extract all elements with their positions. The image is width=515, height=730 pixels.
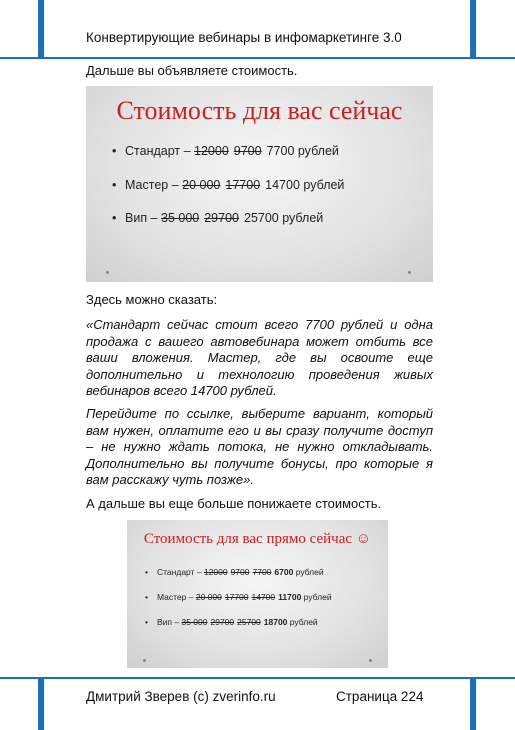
price-item-standard	[145, 567, 332, 592]
plan-name: Мастер –	[125, 177, 183, 192]
slide-title: Стоимость для вас сейчас	[116, 96, 403, 125]
plan-name: Вип –	[157, 617, 182, 627]
price-item-master	[145, 592, 332, 617]
bullet-icon: •	[145, 567, 148, 577]
bullet-icon: •	[112, 144, 117, 158]
old-price: 12000	[194, 144, 229, 158]
bullet-icon: •	[112, 177, 117, 192]
frame-bar-bottom-left	[38, 677, 44, 730]
intro-text: Дальше вы объявляете стоимость.	[86, 63, 298, 78]
old-price: 29700	[204, 211, 239, 225]
slide-dot	[143, 659, 146, 662]
current-price: 14700 рублей	[265, 177, 345, 192]
footer-author: Дмитрий Зверев (с) zverinfo.ru	[86, 689, 276, 704]
price-list	[112, 144, 344, 245]
plan-name: Мастер –	[157, 592, 196, 602]
footer-page-number: Страница 224	[336, 689, 424, 704]
slide-dot	[106, 271, 109, 274]
price-list	[145, 567, 332, 642]
old-price: 9700	[233, 144, 262, 158]
slide-price-now	[86, 86, 433, 282]
old-price: 20 000	[182, 177, 221, 192]
bullet-icon: •	[145, 592, 148, 602]
frame-line-top	[0, 57, 515, 59]
current-price: 7700 рублей	[266, 144, 339, 158]
plan-name: Стандарт –	[157, 567, 204, 577]
current-price: 18700	[263, 617, 288, 627]
current-price: 11700	[278, 592, 302, 602]
outro-text: А дальше вы еще больше понижаете стоимость.	[86, 496, 382, 511]
slide-dot	[369, 659, 372, 662]
old-price: 17700	[225, 177, 261, 192]
old-price: 20 000	[195, 592, 222, 602]
slide-title: Стоимость для вас прямо сейчас ☺	[143, 531, 372, 547]
frame-bar-top-left	[38, 0, 44, 59]
header-title: Конвертирующие вебинары в инфомаркетинге 3.0	[86, 30, 402, 45]
bullet-icon: •	[112, 211, 117, 225]
old-price: 25700	[237, 617, 261, 627]
quote-paragraph-2: Перейдите по ссылке, выберите вариант, который вам нужен, оплатите его и вы сразу получите доступ – не нужно ждать потока, не нужно откладывать. Дополнительно вы получите бонусы, про которые я вам расскажу чуть позже».	[86, 406, 433, 487]
bullet-icon: •	[145, 617, 148, 627]
price-item-master	[112, 178, 344, 212]
frame-bar-top-right	[470, 0, 476, 59]
old-price: 14700	[251, 592, 276, 602]
price-item-vip	[145, 617, 332, 642]
quote-paragraph-1: «Стандарт сейчас стоит всего 7700 рублей и одна продажа с вашего автовебинара может отбить все ваши вложения. Мастер, где вы освоите еще дополнительно и технологию проведения живых вебинаров всего 14700 рублей.	[86, 317, 433, 398]
old-price: 17700	[224, 592, 249, 602]
old-price: 35 000	[161, 211, 200, 225]
price-item-vip	[112, 211, 344, 245]
old-price: 12000	[203, 567, 228, 577]
currency-label: рублей	[287, 617, 318, 627]
plan-name: Вип –	[125, 211, 161, 225]
currency-label: рублей	[301, 592, 332, 602]
slide-price-right-now	[127, 520, 388, 668]
old-price: 7700	[252, 567, 272, 577]
slide-dot	[408, 271, 411, 274]
plan-name: Стандарт –	[125, 144, 195, 158]
frame-bar-bottom-right	[470, 677, 476, 730]
old-price: 29700	[210, 617, 235, 627]
price-item-standard	[112, 144, 344, 178]
current-price: 6700	[274, 567, 294, 577]
old-price: 35 000	[181, 617, 208, 627]
current-price: 25700 рублей	[244, 211, 324, 225]
old-price: 9700	[230, 567, 250, 577]
frame-line-bottom	[0, 677, 515, 679]
currency-label: рублей	[293, 567, 324, 577]
say-intro-text: Здесь можно сказать:	[86, 292, 218, 307]
